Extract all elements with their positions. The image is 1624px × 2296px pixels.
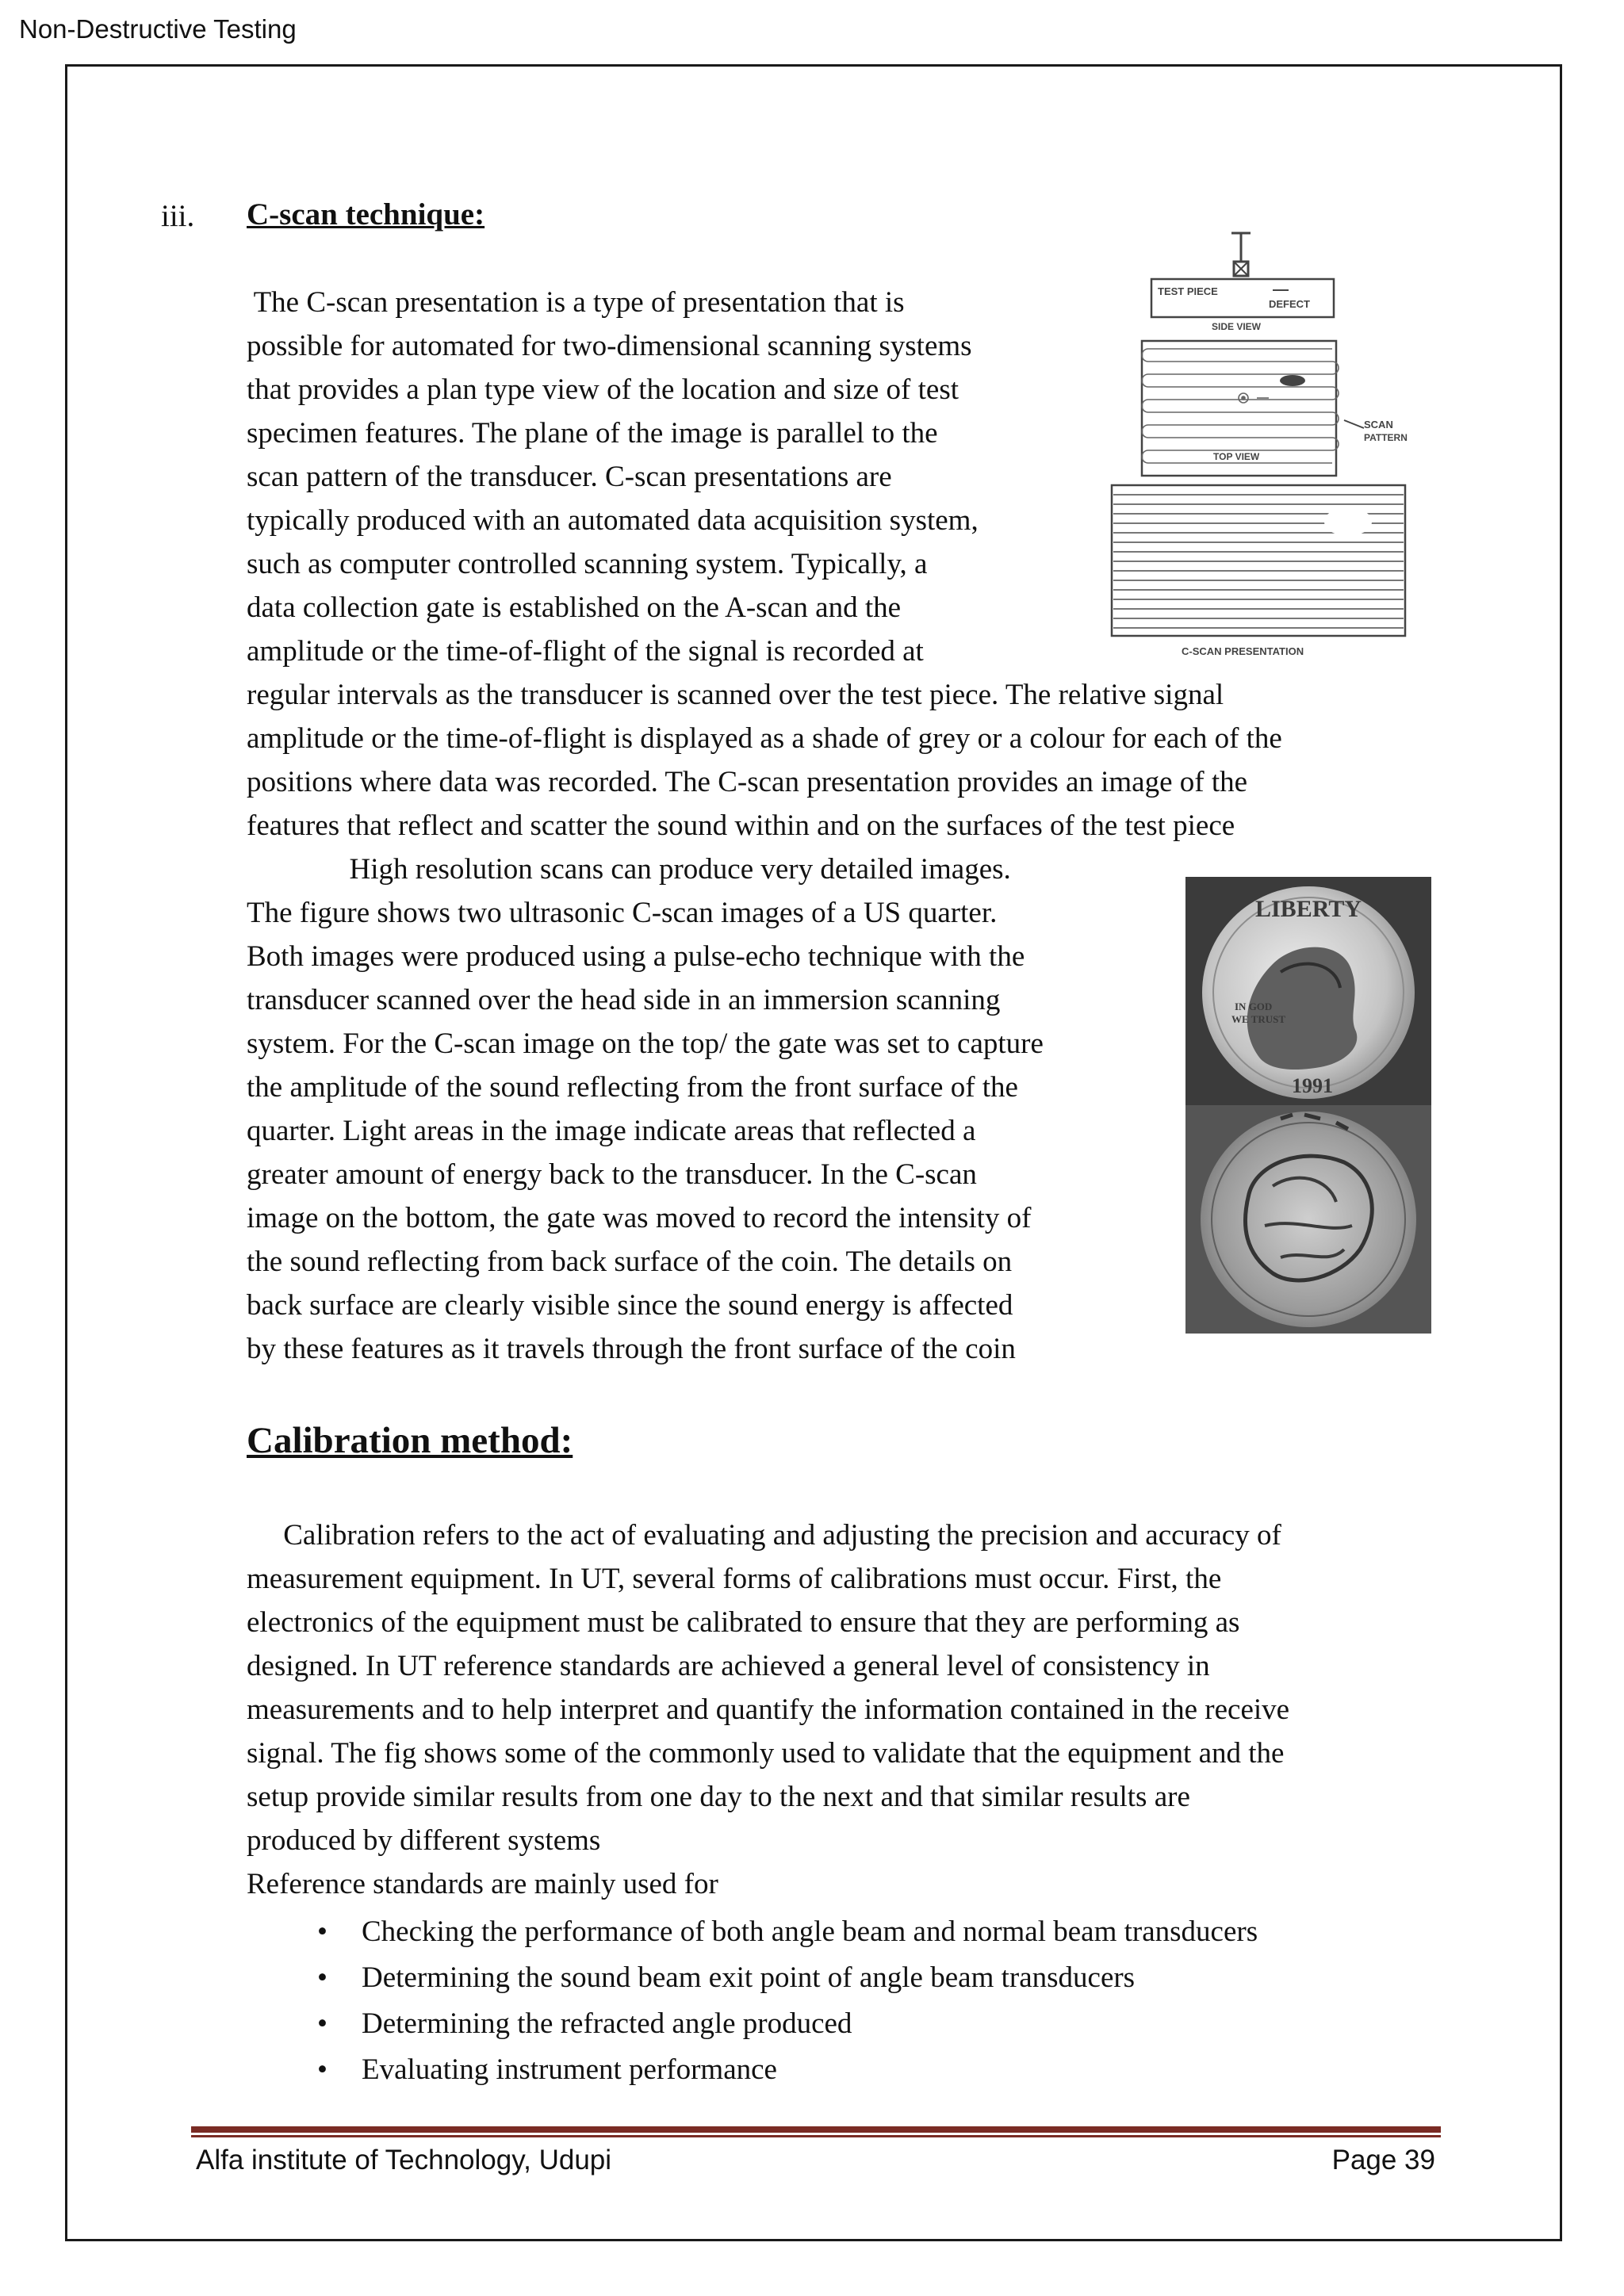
defect-shape bbox=[1280, 375, 1305, 386]
coin-liberty: LIBERTY bbox=[1255, 896, 1362, 922]
bullet-item: Evaluating instrument performance bbox=[362, 2053, 777, 2086]
coin-year: 1991 bbox=[1292, 1074, 1333, 1097]
cscan-presentation-image bbox=[1112, 485, 1405, 636]
calibration-line: setup provide similar results from one day to the next and that similar results are bbox=[247, 1781, 1190, 1813]
cscan-line: that provides a plan type view of the location and size of test bbox=[247, 373, 959, 406]
calibration-line: measurements and to help interpret and quantify the information contained in the receive bbox=[247, 1693, 1290, 1726]
cscan-line: The figure shows two ultrasonic C-scan images of a US quarter. bbox=[247, 897, 998, 929]
cscan-diagram bbox=[1102, 230, 1419, 662]
cscan-line: scan pattern of the transducer. C-scan presentations are bbox=[247, 461, 892, 493]
cscan-line: back surface are clearly visible since the sound energy is affected bbox=[247, 1289, 1013, 1322]
bullet-item: Checking the performance of both angle beam and normal beam transducers bbox=[362, 1915, 1258, 1948]
label-defect: DEFECT bbox=[1269, 298, 1310, 310]
cscan-line: The C-scan presentation is a type of presentation that is bbox=[247, 286, 905, 319]
footer-rule-thin bbox=[191, 2135, 1441, 2137]
bullet-item: Determining the refracted angle produced bbox=[362, 2007, 852, 2040]
label-top-view: TOP VIEW bbox=[1213, 451, 1260, 462]
section-number: iii. bbox=[161, 199, 195, 233]
cscan-line: the amplitude of the sound reflecting from the front surface of the bbox=[247, 1071, 1018, 1104]
coin-we-trust: WE TRUST bbox=[1231, 1013, 1286, 1025]
calibration-line: electronics of the equipment must be calibrated to ensure that they are performing as bbox=[247, 1606, 1240, 1639]
bullet-dot-icon: • bbox=[317, 1915, 327, 1948]
running-header: Non-Destructive Testing bbox=[19, 14, 297, 44]
coin-front-image bbox=[1185, 877, 1431, 1105]
cscan-line: system. For the C-scan image on the top/ the gate was set to capture bbox=[247, 1027, 1044, 1060]
label-scan: SCAN bbox=[1364, 419, 1393, 430]
cscan-line: specimen features. The plane of the image is parallel to the bbox=[247, 417, 938, 450]
calibration-line: Reference standards are mainly used for bbox=[247, 1868, 718, 1900]
cscan-line: transducer scanned over the head side in an immersion scanning bbox=[247, 984, 1001, 1016]
cscan-line: amplitude or the time-of-flight of the signal is recorded at bbox=[247, 635, 924, 668]
cscan-line: data collection gate is established on the A-scan and the bbox=[247, 591, 902, 624]
calibration-line: designed. In UT reference standards are achieved a general level of consistency in bbox=[247, 1650, 1210, 1682]
cscan-line: the sound reflecting from back surface of the coin. The details on bbox=[247, 1246, 1013, 1278]
cscan-line: quarter. Light areas in the image indicate areas that reflected a bbox=[247, 1115, 976, 1147]
cscan-line: possible for automated for two-dimensional scanning systems bbox=[247, 330, 972, 362]
cscan-line: features that reflect and scatter the sound within and on the surfaces of the test piece bbox=[247, 809, 1235, 842]
cscan-line: amplitude or the time-of-flight is displayed as a shade of grey or a colour for each of the bbox=[247, 722, 1282, 755]
section-title: C-scan technique: bbox=[247, 197, 485, 232]
cscan-line: Both images were produced using a pulse-echo technique with the bbox=[247, 940, 1025, 973]
bullet-dot-icon: • bbox=[317, 2007, 327, 2040]
calibration-line: Calibration refers to the act of evaluating and adjusting the precision and accuracy of bbox=[247, 1519, 1281, 1552]
cscan-line: such as computer controlled scanning system. Typically, a bbox=[247, 548, 928, 580]
transducer-icon bbox=[1231, 233, 1251, 276]
cscan-line: typically produced with an automated data acquisition system, bbox=[247, 504, 979, 537]
cscan-line: image on the bottom, the gate was moved to record the intensity of bbox=[247, 1202, 1032, 1234]
cscan-line: by these features as it travels through the front surface of the coin bbox=[247, 1333, 1016, 1365]
cscan-line: regular intervals as the transducer is scanned over the test piece. The relative signal bbox=[247, 679, 1224, 711]
label-pattern: PATTERN bbox=[1364, 432, 1408, 443]
calibration-heading: Calibration method: bbox=[247, 1420, 573, 1461]
coin-in-god: IN GOD bbox=[1235, 1001, 1273, 1012]
footer-rule bbox=[191, 2126, 1441, 2133]
calibration-line: measurement equipment. In UT, several forms of calibrations must occur. First, the bbox=[247, 1563, 1222, 1595]
page-number: Page 39 bbox=[1331, 2145, 1435, 2175]
bullet-dot-icon: • bbox=[317, 1961, 327, 1994]
cscan-line: positions where data was recorded. The C-scan presentation provides an image of the bbox=[247, 766, 1248, 798]
label-test-piece: TEST PIECE bbox=[1158, 285, 1218, 297]
bullet-item: Determining the sound beam exit point of angle beam transducers bbox=[362, 1961, 1136, 1994]
calibration-line: signal. The fig shows some of the commonly used to validate that the equipment and the bbox=[247, 1737, 1285, 1770]
coin-cscan-images bbox=[1185, 877, 1431, 1334]
label-side-view: SIDE VIEW bbox=[1212, 321, 1262, 332]
calibration-line: produced by different systems bbox=[247, 1824, 601, 1857]
coin-back-image bbox=[1185, 1105, 1431, 1334]
footer-institute: Alfa institute of Technology, Udupi bbox=[196, 2145, 612, 2175]
cscan-line: greater amount of energy back to the transducer. In the C-scan bbox=[247, 1158, 977, 1191]
bullet-dot-icon: • bbox=[317, 2053, 327, 2086]
label-cscan-presentation: C-SCAN PRESENTATION bbox=[1182, 645, 1304, 657]
cscan-line: High resolution scans can produce very detailed images. bbox=[247, 853, 1011, 886]
